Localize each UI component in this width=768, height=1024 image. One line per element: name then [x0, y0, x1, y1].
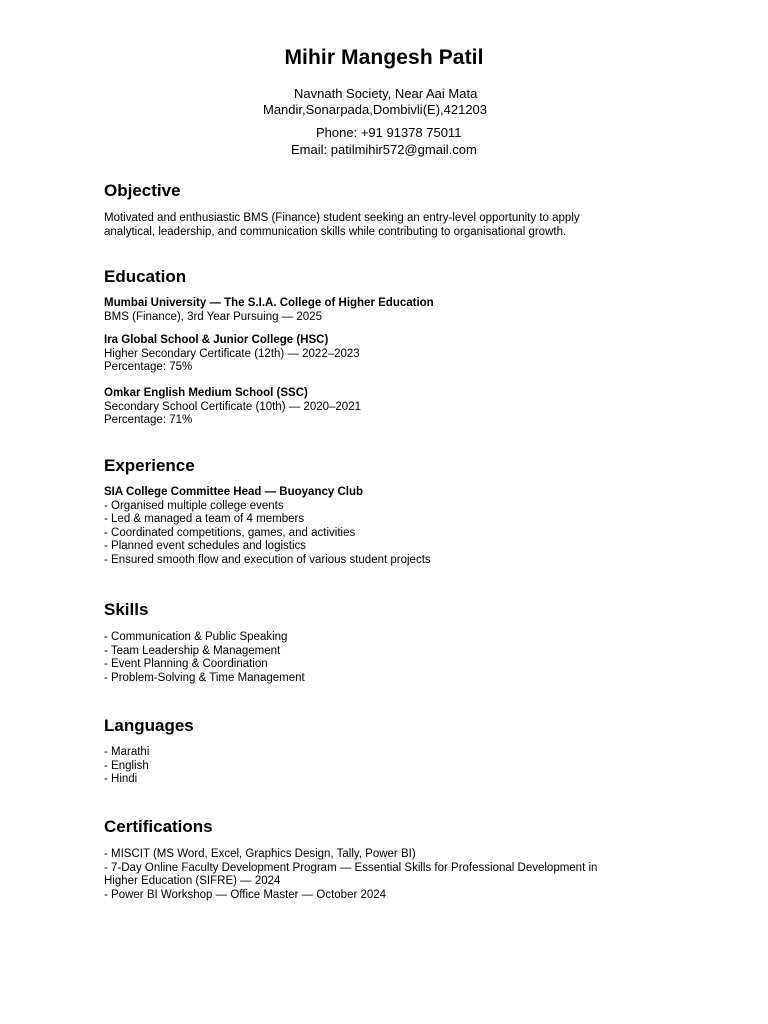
address-line-2: Mandir,Sonarpada,Dombivli(E),421203 [263, 102, 488, 117]
skills-heading: Skills [104, 600, 149, 619]
experience-point: - Ensured smooth flow and execution of various student projects [104, 553, 431, 566]
skill-item: - Team Leadership & Management [104, 644, 281, 657]
skill-item: - Event Planning & Coordination [104, 658, 268, 671]
education-institution: Ira Global School & Junior College (HSC) [104, 334, 329, 346]
education-heading: Education [104, 267, 187, 286]
skill-item: - Problem-Solving & Time Management [104, 671, 305, 684]
certification-item: - 7-Day Online Faculty Development Program — Essential Skills for Professional Development in [104, 861, 598, 874]
experience-point: - Planned event schedules and logistics [104, 540, 307, 553]
email-line: Email: patilmihir572@gmail.com [291, 142, 477, 157]
experience-point: - Led & managed a team of 4 members [104, 513, 305, 526]
certification-item: Higher Education (SIFRE) — 2024 [104, 875, 281, 888]
languages-list [104, 746, 664, 787]
objective-line: Motivated and enthusiastic BMS (Finance) student seeking an entry-level opportunity to apply [104, 212, 580, 224]
education-detail: Higher Secondary Certificate (12th) — 2022–2023 [104, 347, 360, 360]
objective-heading: Objective [104, 181, 181, 200]
education-detail: Percentage: 75% [104, 361, 193, 374]
experience-point: - Organised multiple college events [104, 499, 284, 512]
certification-item: - Power BI Workshop — Office Master — October 2024 [104, 888, 387, 901]
experience-entry [104, 486, 664, 568]
language-item: - English [104, 759, 149, 772]
experience-role: SIA College Committee Head — Buoyancy Club [104, 486, 364, 498]
experience-point: - Coordinated competitions, games, and activities [104, 526, 356, 539]
certification-item: - MISCIT (MS Word, Excel, Graphics Design, Tally, Power BI) [104, 848, 416, 860]
education-institution: Mumbai University — The S.I.A. College of Higher Education [104, 297, 434, 309]
certifications-list [104, 848, 664, 902]
candidate-name: Mihir Mangesh Patil [284, 46, 484, 69]
address-line-1: Navnath Society, Near Aai Mata [294, 86, 478, 101]
education-detail: Secondary School Certificate (10th) — 2020–2021 [104, 400, 361, 413]
education-institution: Omkar English Medium School (SSC) [104, 387, 308, 399]
skill-item: - Communication & Public Speaking [104, 631, 288, 643]
objective-text [104, 212, 664, 239]
objective-line: analytical, leadership, and communication skills while contributing to organisational growth. [104, 225, 567, 238]
education-detail: Percentage: 71% [104, 414, 193, 427]
phone-line: Phone: +91 91378 75011 [316, 125, 462, 140]
education-detail: BMS (Finance), 3rd Year Pursuing — 2025 [104, 310, 322, 323]
languages-heading: Languages [104, 716, 194, 735]
language-item: - Hindi [104, 773, 138, 786]
education-entry [104, 297, 664, 324]
certifications-heading: Certifications [104, 817, 213, 836]
skills-list [104, 631, 664, 685]
education-entry [104, 334, 664, 375]
language-item: - Marathi [104, 746, 150, 758]
education-entry [104, 387, 664, 428]
experience-heading: Experience [104, 456, 195, 475]
